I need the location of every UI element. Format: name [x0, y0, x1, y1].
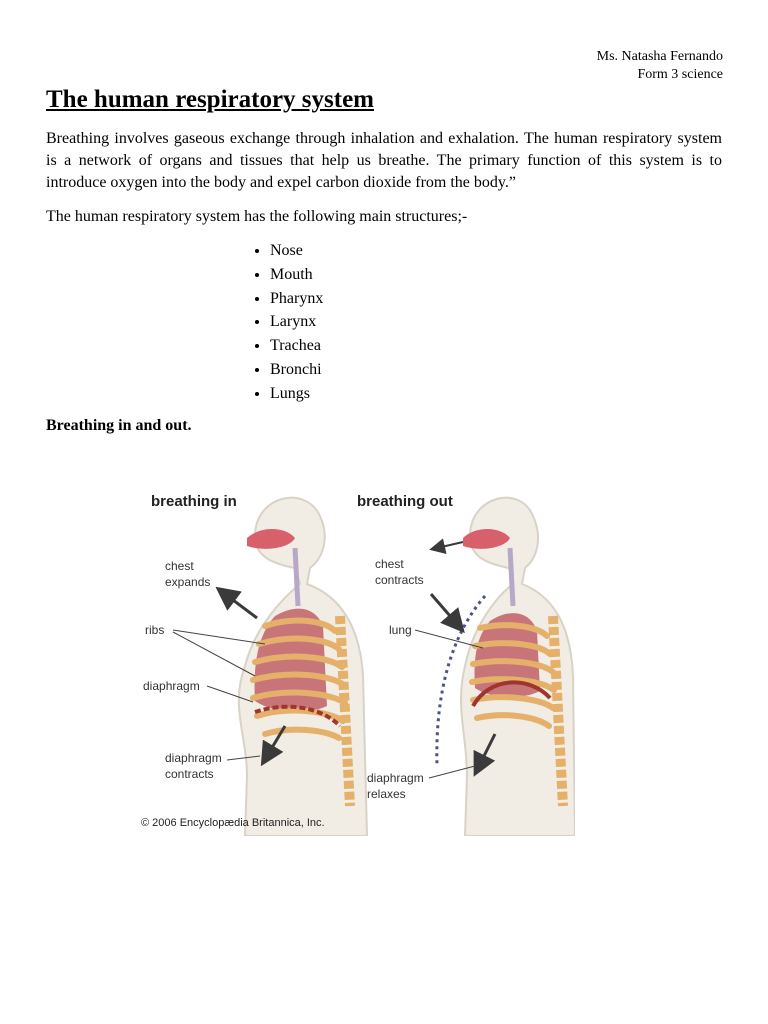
figure-title-in: breathing in [151, 493, 237, 510]
page-title: The human respiratory system [46, 86, 375, 113]
label-diaphragm-relaxes-2: relaxes [367, 787, 406, 801]
air-arrow-out [437, 542, 463, 548]
label-diaphragm-relaxes-1: diaphragm [367, 771, 424, 785]
label-contracts: contracts [375, 573, 424, 587]
label-chest-out: chest [375, 557, 404, 571]
list-item: • Larynx [270, 310, 323, 334]
label-diaphragm-contracts-2: contracts [165, 767, 214, 781]
trachea-in [295, 548, 298, 606]
label-ribs: ribs [145, 623, 165, 637]
section-heading: Breathing in and out. [46, 417, 192, 434]
chest-arrow-in [225, 594, 257, 618]
figure-breathing-in [143, 493, 367, 836]
breathing-diagram [135, 476, 575, 836]
list-item: • Trachea [270, 334, 323, 358]
figure-credit: © 2006 Encyclopædia Britannica, Inc. [141, 817, 325, 829]
label-chest: chest [165, 559, 194, 573]
trachea-out [510, 548, 513, 606]
intro-paragraph: Breathing involves gaseous exchange through inhalation and exhalation. The human respiratory system is a network of organs and tissues that help us breathe. The primary function of this system is to introduce oxygen into the body and expel carbon dioxide from the body.” [46, 130, 722, 191]
author-block [597, 48, 723, 84]
structures-list [232, 239, 323, 406]
label-diaphragm: diaphragm [143, 679, 200, 693]
structures-intro: The human respiratory system has the following main structures;- [46, 208, 468, 225]
author-name: Ms. Natasha Fernando [596, 49, 723, 64]
figure-title-out: breathing out [357, 493, 453, 510]
list-item: • Bronchi [270, 358, 323, 382]
label-expands: expands [165, 575, 211, 589]
class-name: Form 3 science [637, 67, 723, 82]
list-item: • Lungs [270, 382, 323, 406]
label-diaphragm-contracts-1: diaphragm [165, 751, 222, 765]
list-item: • Pharynx [270, 287, 323, 311]
chest-arrow-out [431, 594, 457, 624]
label-lung: lung [389, 623, 412, 637]
list-item: • Mouth [270, 263, 323, 287]
list-item: • Nose [270, 239, 323, 263]
figure-breathing-out [357, 493, 575, 836]
breathing-illustration [135, 476, 575, 836]
